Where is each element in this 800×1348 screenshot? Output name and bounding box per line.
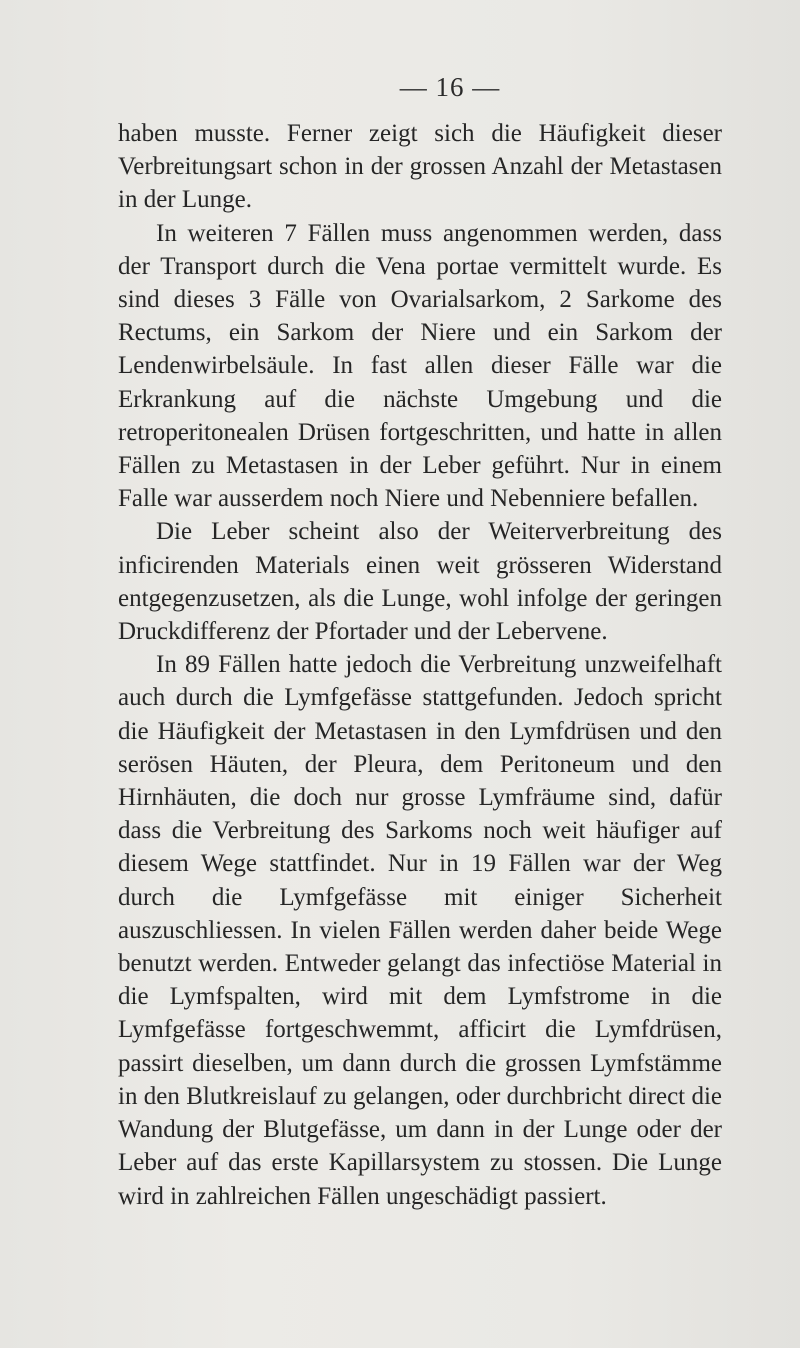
paragraph: In weiteren 7 Fällen muss angenommen werden, dass der Transport durch die Vena portae vermittelt wurde. Es sind dieses 3 Fälle von Ovarialsarkom, 2 Sarkome des Rectums, ein Sarkom der Niere und ein Sarkom der Lendenwirbelsäule. In fast allen dieser Fälle war die Erkrankung auf die nächste Umgebung und die retroperitonealen Drüsen fortgeschritten, und hatte in allen Fällen zu Metastasen in der Leber geführt. Nur in einem Falle war ausserdem noch Niere und Nebenniere befallen. (118, 219, 722, 513)
body-text (118, 117, 722, 1213)
page-number: — 16 — (399, 72, 501, 102)
paragraph: In 89 Fällen hatte jedoch die Verbreitung unzweifelhaft auch durch die Lymfgefässe stattgefunden. Jedoch spricht die Häufigkeit der Metastasen in den Lymfdrüsen und den serösen Häuten, der Pleura, dem Peritoneum und den Hirnhäuten, die doch nur grosse Lymfräume sind, dafür dass die Verbreitung des Sarkoms noch weit häufiger auf diesem Wege stattfindet. Nur in 19 Fällen war der Weg durch die Lymfgefässe mit einiger Sicherheit auszuschliessen. In vielen Fällen werden daher beide Wege benutzt werden. Entweder gelangt das infectiöse Material in die Lymfspalten, wird mit dem Lymfstrome in die Lymfgefässe fortgeschwemmt, afficirt die Lymfdrüsen, passirt dieselben, um dann durch die grossen Lymfstämme in den Blutkreislauf zu gelangen, oder durchbricht direct die Wandung der Blutgefässe, um dann in der Lunge oder der Leber auf das erste Kapillarsystem zu stossen. Die Lunge wird in zahlreichen Fällen ungeschädigt passiert. (118, 651, 722, 1210)
paragraph: haben musste. Ferner zeigt sich die Häufigkeit dieser Verbreitungsart schon in der grossen Anzahl der Metastasen in der Lunge. (118, 120, 722, 214)
paragraph: Die Leber scheint also der Weiterverbreitung des inficirenden Materials einen weit grösseren Widerstand entgegenzusetzen, als die Lunge, wohl infolge der geringen Druckdifferenz der Pfortader und der Lebervene. (118, 518, 722, 646)
